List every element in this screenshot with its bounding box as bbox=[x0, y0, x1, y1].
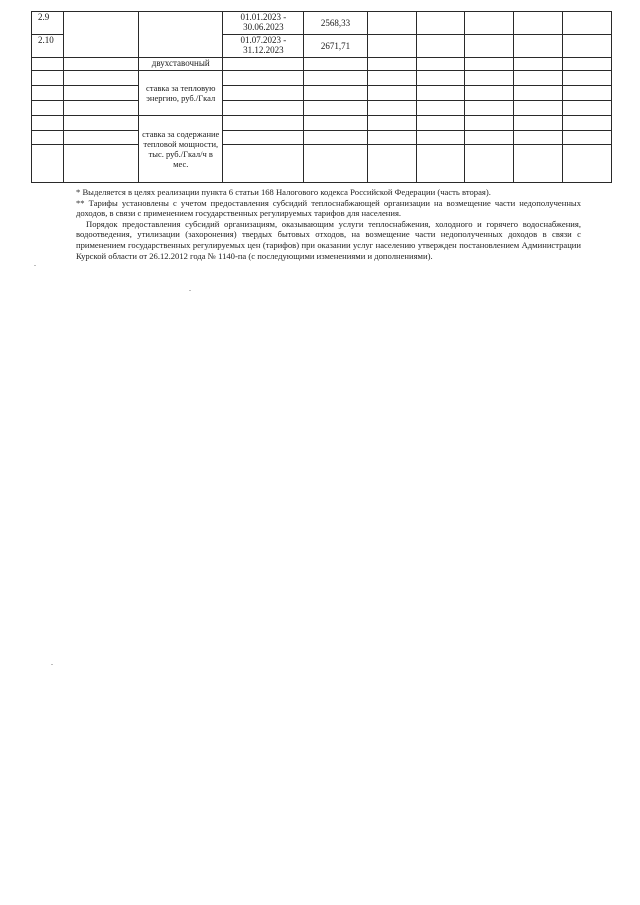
cell-empty bbox=[562, 58, 611, 71]
cell-empty bbox=[64, 71, 139, 86]
cell-empty bbox=[367, 71, 416, 86]
cell-empty bbox=[562, 101, 611, 116]
cell-empty bbox=[464, 58, 513, 71]
cell-empty bbox=[32, 101, 64, 116]
cell-empty bbox=[513, 145, 562, 183]
cell-empty bbox=[513, 35, 562, 58]
cell-empty bbox=[416, 86, 464, 101]
cell-empty bbox=[562, 35, 611, 58]
cell-empty bbox=[223, 101, 304, 116]
footnote-tax: * Выделяется в целях реализации пункта 6 статьи 168 Налогового кодекса Российской Федерации (часть вторая). bbox=[76, 187, 491, 197]
cell-empty bbox=[367, 58, 416, 71]
table-row bbox=[32, 86, 612, 101]
table-row bbox=[32, 116, 612, 131]
cell-empty bbox=[64, 101, 139, 116]
cell-empty bbox=[513, 86, 562, 101]
cell-empty bbox=[223, 145, 304, 183]
cell-empty bbox=[562, 116, 611, 131]
cell-empty bbox=[513, 71, 562, 86]
cell-empty bbox=[223, 58, 304, 71]
cell-empty bbox=[223, 131, 304, 145]
cell-empty bbox=[562, 71, 611, 86]
cell-empty bbox=[416, 145, 464, 183]
cell-empty bbox=[139, 12, 223, 58]
table-row bbox=[32, 145, 612, 183]
cell-empty bbox=[367, 86, 416, 101]
cell-empty bbox=[464, 86, 513, 101]
row-number: 2.9 bbox=[32, 12, 64, 35]
tariff-value: 2671,71 bbox=[304, 35, 367, 58]
cell-empty bbox=[223, 116, 304, 131]
energy-rate-label: ставка за тепловую энергию, руб./Гкал bbox=[139, 71, 223, 116]
cell-empty bbox=[513, 12, 562, 35]
cell-empty bbox=[32, 145, 64, 183]
cell-empty bbox=[464, 101, 513, 116]
cell-empty bbox=[367, 145, 416, 183]
cell-empty bbox=[513, 58, 562, 71]
cell-empty bbox=[223, 86, 304, 101]
cell-empty bbox=[304, 86, 367, 101]
cell-empty bbox=[64, 131, 139, 145]
cell-empty bbox=[416, 116, 464, 131]
cell-empty bbox=[416, 12, 464, 35]
table-row bbox=[32, 131, 612, 145]
cell-empty bbox=[513, 116, 562, 131]
tariff-type-label: двухставочный bbox=[139, 58, 223, 71]
cell-empty bbox=[32, 131, 64, 145]
cell-empty bbox=[367, 101, 416, 116]
table-row bbox=[32, 58, 612, 71]
cell-empty bbox=[464, 71, 513, 86]
cell-empty bbox=[562, 145, 611, 183]
cell-empty bbox=[32, 116, 64, 131]
cell-empty bbox=[64, 116, 139, 131]
cell-empty bbox=[562, 86, 611, 101]
period-text: 01.07.2023 - 31.12.2023 bbox=[240, 35, 287, 55]
cell-empty bbox=[464, 116, 513, 131]
row-number: 2.10 bbox=[32, 35, 64, 58]
cell-empty bbox=[416, 35, 464, 58]
cell-empty bbox=[304, 116, 367, 131]
cell-empty bbox=[32, 58, 64, 71]
cell-empty bbox=[64, 86, 139, 101]
tariff-value: 2568,33 bbox=[304, 12, 367, 35]
cell-empty bbox=[464, 145, 513, 183]
table-row bbox=[32, 71, 612, 86]
cell-empty bbox=[304, 145, 367, 183]
footnote-subsidy: ** Тарифы установлены с учетом предоставления субсидий теплоснабжающей организации на возмещение части недополученных доходов, в связи с применением государственных регулируемых тарифов для населения. bbox=[76, 197, 581, 219]
cell-empty bbox=[367, 131, 416, 145]
tariff-table bbox=[31, 11, 612, 183]
period-text: 01.01.2023 - 30.06.2023 bbox=[240, 12, 287, 32]
subsidy-procedure-paragraph: Порядок предоставления субсидий организациям, оказывающим услуги теплоснабжения, холодного и горячего водоснабжения, водоотведения, утилизации (захоронения) твердых бытовых отходов, на возмещение части недополученных доходов в связи с применением государственных регулируемых цен (тарифов) при оказании услуг населению утвержден постановлением Администрации Курской области от 26.12.2012 года № 1140-па (с последующими изменениями и дополнениями). bbox=[76, 218, 581, 261]
cell-empty bbox=[64, 58, 139, 71]
cell-empty bbox=[562, 131, 611, 145]
cell-empty bbox=[32, 86, 64, 101]
cell-empty bbox=[513, 101, 562, 116]
cell-empty bbox=[416, 131, 464, 145]
cell-empty bbox=[416, 58, 464, 71]
notes-section bbox=[76, 187, 581, 261]
scan-speck bbox=[51, 664, 53, 665]
cell-empty bbox=[464, 35, 513, 58]
cell-empty bbox=[64, 145, 139, 183]
table-row bbox=[32, 12, 612, 35]
cell-empty bbox=[562, 12, 611, 35]
cell-empty bbox=[367, 12, 416, 35]
cell-empty bbox=[513, 131, 562, 145]
scan-speck bbox=[189, 290, 191, 291]
period-cell bbox=[223, 35, 304, 58]
scan-speck bbox=[34, 265, 36, 266]
cell-empty bbox=[416, 71, 464, 86]
cell-empty bbox=[464, 131, 513, 145]
cell-empty bbox=[304, 131, 367, 145]
cell-empty bbox=[416, 101, 464, 116]
cell-empty bbox=[304, 58, 367, 71]
period-cell bbox=[223, 12, 304, 35]
cell-empty bbox=[304, 101, 367, 116]
capacity-rate-label: ставка за содержание тепловой мощности, тыс. руб./Гкал/ч в мес. bbox=[139, 116, 223, 183]
cell-empty bbox=[304, 71, 367, 86]
cell-empty bbox=[367, 116, 416, 131]
cell-empty bbox=[64, 12, 139, 58]
cell-empty bbox=[32, 71, 64, 86]
cell-empty bbox=[464, 12, 513, 35]
cell-empty bbox=[367, 35, 416, 58]
cell-empty bbox=[223, 71, 304, 86]
table-row bbox=[32, 101, 612, 116]
